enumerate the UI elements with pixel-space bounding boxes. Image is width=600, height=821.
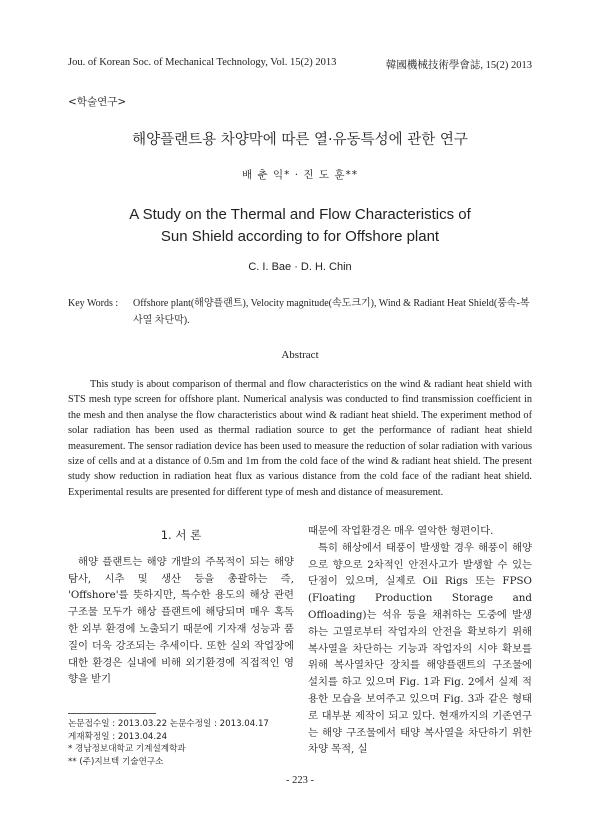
page-number: - 223 - [286,775,314,786]
paper-title-english-line1: A Study on the Thermal and Flow Characteristics of [129,206,471,223]
keywords-text: Offshore plant(해양플랜트), Velocity magnitude(속도크기), Wind & Radiant Heat Shield(풍속-복사열 차단막). [133,298,530,326]
footnote-received-date: 논문접수일 : 2013.03.22 논문수정일 : 2013.04.17 [68,719,269,729]
paper-title-english [0,204,600,248]
intro-paragraph-right: 특히 해상에서 태풍이 발생할 경우 해풍이 해양으로 향으로 2차적인 안전사고가 발생할 수 있는 단점이 있으며, 실제로 Oil Rigs 또는 FPSO (Floating Production Storage and Offloading)는 석유 등을 채취하는 도중에 발생하는 고열로부터 작업자의 안전을 확보하기 위해 복사열을 차단하는 기능과 작업자의 시야 확보를 위해 복사열차단 장치를 해양플랜트의 구조물에 설치를 하고 있으며 Fig. 1과 Fig. 2에서 실제 적용한 모습을 보여주고 있으며 Fig. 3과 같은 형태로 대부분 제작이 되고 있다. 현재까지의 기존연구는 해양 구조물에서 태양 복사열을 차단하기 위한 차양 목적, 실 [308,541,532,756]
paper-title-korean: 해양플랜트용 차양막에 따른 열·유동특성에 관한 연구 [132,132,468,148]
left-column [68,523,294,688]
footnote-affiliation-1: * 경남정보대학교 기계설계학과 [68,744,186,755]
authors-korean: 배 춘 익* · 진 도 훈** [242,169,358,181]
keywords-label: Key Words : [68,298,119,309]
paper-title-english-line2: Sun Shield according to for Offshore plant [160,228,440,245]
intro-paragraph-left: 해양 플랜트는 해양 개발의 주목적이 되는 해양 탐사, 시추 및 생산 등을 총괄하는 즉, 'Offshore'를 뜻하지만, 특수한 용도의 해상 관련 구조물 모두가 해상 플랜트에 해당되며 매우 혹독한 외부 환경에 노출되기 때문에 기자재 성능과 품질이 더욱 강조되는 추세이다. 또한 실외 작업장에 대한 환경은 실내에 비해 외기환경에 직접적인 영향을 받기 [68,555,294,686]
keywords-block [68,295,538,329]
right-column [308,523,532,758]
abstract-heading: Abstract [281,349,319,361]
footnote-affiliation-2: ** (주)지브텍 기술연구소 [68,756,164,767]
footnotes [68,718,308,768]
article-category: <학술연구> [68,96,127,108]
abstract-body: This study is about comparison of thermal and flow characteristics on the wind & radiant heat shield with STS mesh type screen for offshore plant. Numerical analysis was conducted to find transmission coefficient in the mesh and then analyse the flow characteristics about wind & radiant heat shield. The experiment method of solar radiation has been used as thermal radiation source to get the performance of radiant heat shield measurement. The sensor radiation device has been used to measure the reduction of solar radiation with various size of cells and at a distance of 0.5m and 1m from the cold face of the wind & radiant heat shield. The present study show reduction in radiation heat flux as various distance from the cold face of the radiant heat shield. Experimental results are presented for different type of mesh and distance of measurement. [68,379,532,498]
footnote-accepted-date: 게재확정일 : 2013.04.24 [68,731,168,742]
authors-english: C. I. Bae · D. H. Chin [248,261,352,273]
journal-title-ko: 韓國機械技術學會誌, 15(2) 2013 [385,60,532,71]
section-heading-introduction: 1. 서 론 [160,528,202,542]
intro-continuation-line: 때문에 작업환경은 매우 열악한 형편이다. [308,525,494,537]
footnote-divider [68,713,156,714]
journal-title-en: Jou. of Korean Soc. of Mechanical Technology, Vol. 15(2) 2013 [68,57,337,68]
